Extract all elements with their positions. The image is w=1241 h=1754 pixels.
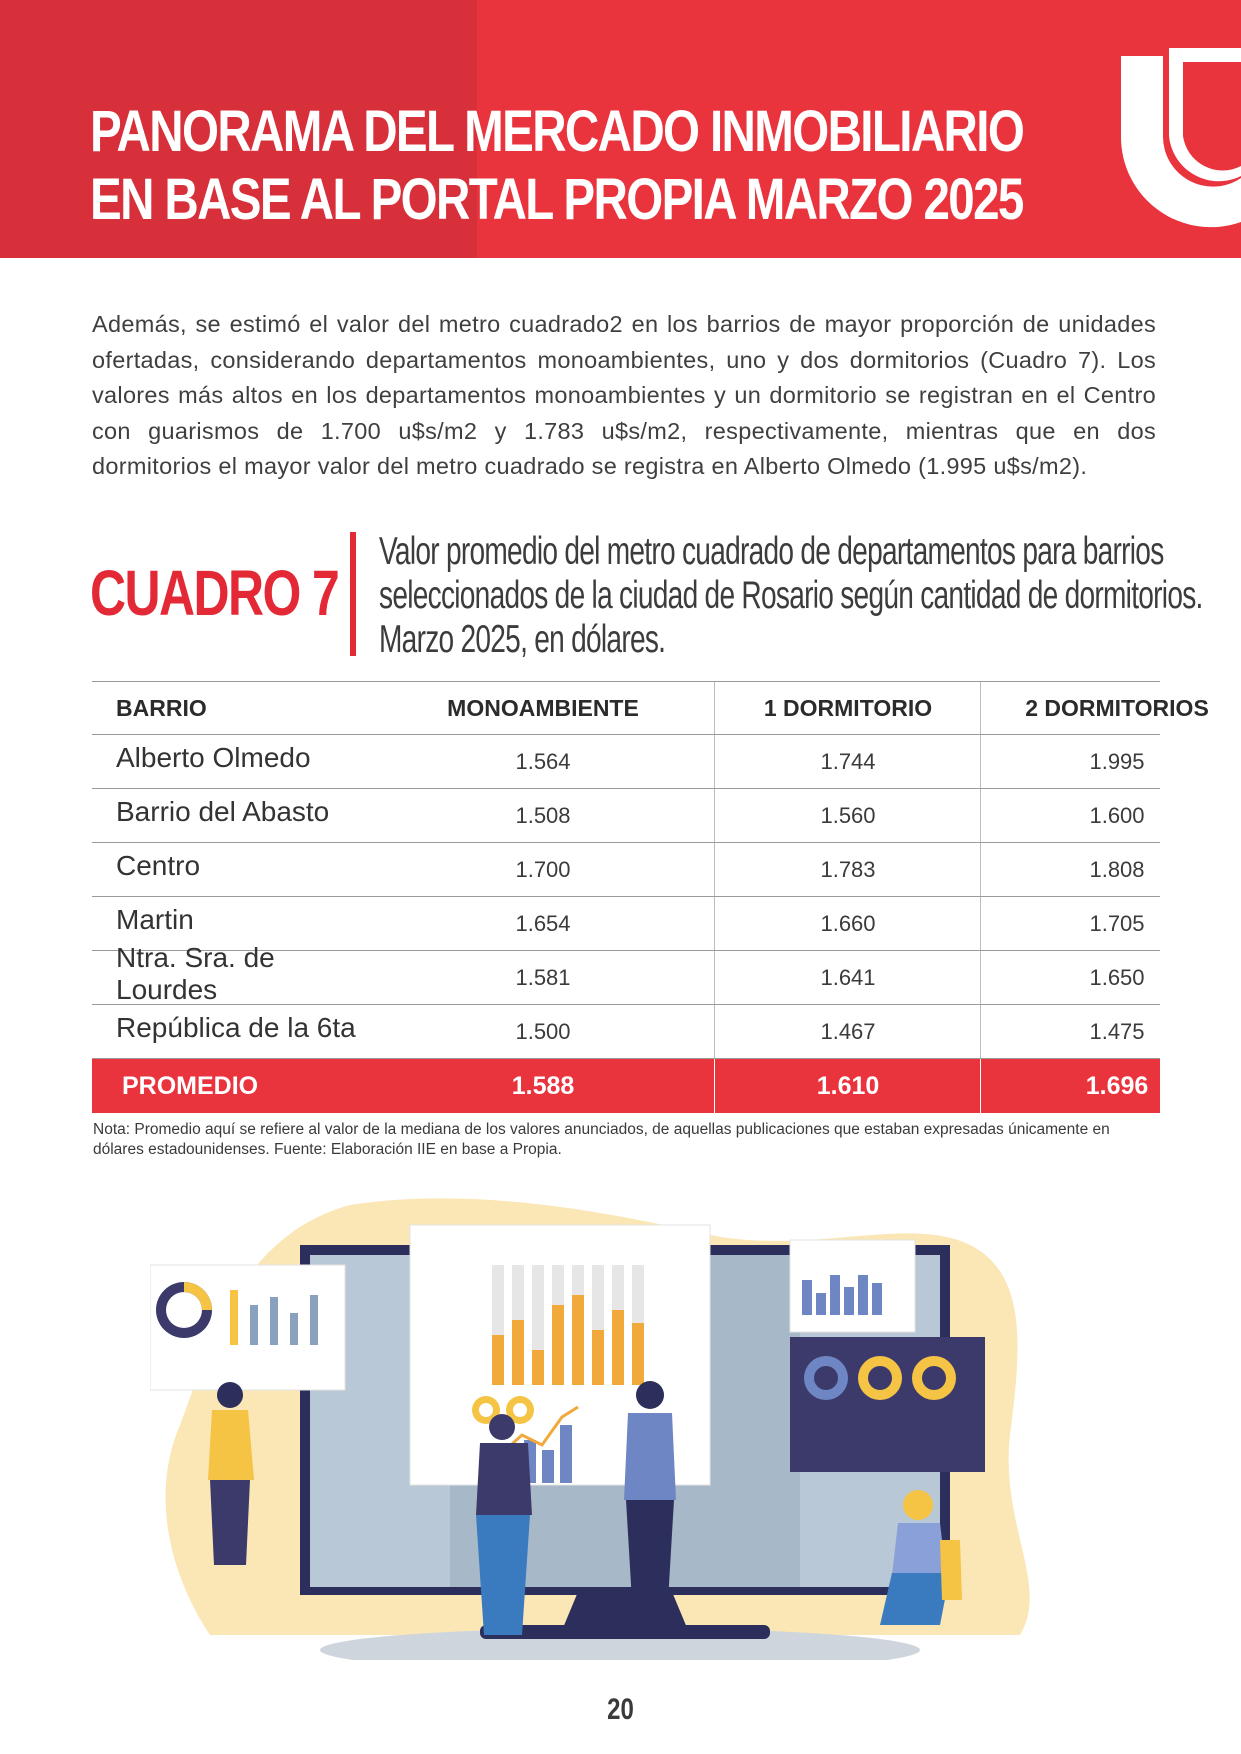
2-dormitorios-cell: 1.705 xyxy=(980,897,1241,950)
cuadro-description-line-1: Valor promedio del metro cuadrado de departamentos para barrios xyxy=(379,530,1164,573)
2-dormitorios-cell: 1.650 xyxy=(980,951,1241,1004)
monoambiente-cell: 1.654 xyxy=(515,910,571,936)
cuadro-divider xyxy=(350,532,356,656)
1-dormitorio-cell: 1.783 xyxy=(714,843,981,896)
table-row xyxy=(92,941,1160,1005)
brand-logo-icon xyxy=(1101,26,1241,242)
cuadro-description-line-3: Marzo 2025, en dólares. xyxy=(379,618,666,661)
cuadro-description-line-2: seleccionados de la ciudad de Rosario según cantidad de dormitorios. xyxy=(379,574,1203,617)
page-number: 20 xyxy=(607,1693,634,1726)
2-dormitorios-cell: 1.808 xyxy=(980,843,1241,896)
header-barrio: BARRIO xyxy=(116,694,207,721)
table-row xyxy=(92,843,1160,897)
barrio-cell: Martin xyxy=(116,903,194,935)
1-dormitorio-cell: 1.660 xyxy=(714,897,981,950)
table-row xyxy=(92,1005,1160,1059)
total-label: PROMEDIO xyxy=(122,1071,259,1100)
intro-paragraph: Además, se estimó el valor del metro cuadrado2 en los barrios de mayor proporción de unidades ofertadas, considerando departamentos monoambientes, uno y dos dormitorios (Cuadro 7). Los valores más altos en los departamentos monoambientes y un dormitorio se registran en el Centro con guarismos de 1.700 u$s/m2 y 1.783 u$s/m2, respectivamente, mientras que en dos dormitorios el mayor valor del metro cuadrado se registra en Alberto Olmedo (1.995 u$s/m2). xyxy=(92,311,1156,479)
monoambiente-cell: 1.500 xyxy=(515,1018,571,1044)
barrio-cell: Centro xyxy=(116,849,201,881)
monoambiente-cell: 1.700 xyxy=(515,856,571,882)
header-monoambiente: MONOAMBIENTE xyxy=(447,694,639,721)
header-2-dormitorios: 2 DORMITORIOS xyxy=(980,682,1241,734)
2-dormitorios-cell: 1.600 xyxy=(980,789,1241,842)
monoambiente-cell: 1.581 xyxy=(515,964,571,990)
table-row xyxy=(92,735,1160,789)
barrio-cell: Barrio del Abasto xyxy=(116,795,330,827)
cuadro-description xyxy=(379,530,1203,662)
barrio-cell: Alberto Olmedo xyxy=(116,741,311,773)
page-title-line-1: PANORAMA DEL MERCADO INMOBILIARIO xyxy=(90,99,1024,164)
table-header-row xyxy=(92,681,1209,735)
barrio-cell: República de la 6ta xyxy=(116,1011,356,1043)
1-dormitorio-cell: 1.744 xyxy=(714,735,981,788)
monoambiente-cell: 1.508 xyxy=(515,802,571,828)
page-title-line-2: EN BASE AL PORTAL PROPIA MARZO 2025 xyxy=(90,167,1023,232)
monoambiente-cell: 1.564 xyxy=(515,748,571,774)
header-1-dormitorio: 1 DORMITORIO xyxy=(714,682,981,734)
total-1-dormitorio: 1.610 xyxy=(714,1059,981,1113)
price-table xyxy=(92,681,1209,1113)
total-monoambiente: 1.588 xyxy=(511,1071,575,1100)
table-row xyxy=(92,789,1160,843)
1-dormitorio-cell: 1.467 xyxy=(714,1005,981,1058)
page-title xyxy=(90,98,1024,234)
cuadro-label: CUADRO 7 xyxy=(90,557,339,629)
page-header xyxy=(0,0,1241,258)
1-dormitorio-cell: 1.560 xyxy=(714,789,981,842)
barrio-cell: Ntra. Sra. de Lourdes xyxy=(116,941,275,1005)
table-total-row xyxy=(92,1059,1160,1113)
2-dormitorios-cell: 1.475 xyxy=(980,1005,1241,1058)
total-2-dormitorios: 1.696 xyxy=(980,1059,1241,1113)
business-analytics-illustration xyxy=(150,1195,1100,1660)
1-dormitorio-cell: 1.641 xyxy=(714,951,981,1004)
2-dormitorios-cell: 1.995 xyxy=(980,735,1241,788)
table-note: Nota: Promedio aquí se refiere al valor de la mediana de los valores anunciados, de aquellas publicaciones que estaban expresadas únicamente en dólares estadounidenses. Fuente: Elaboración IIE en base a Propia. xyxy=(93,1121,1110,1158)
